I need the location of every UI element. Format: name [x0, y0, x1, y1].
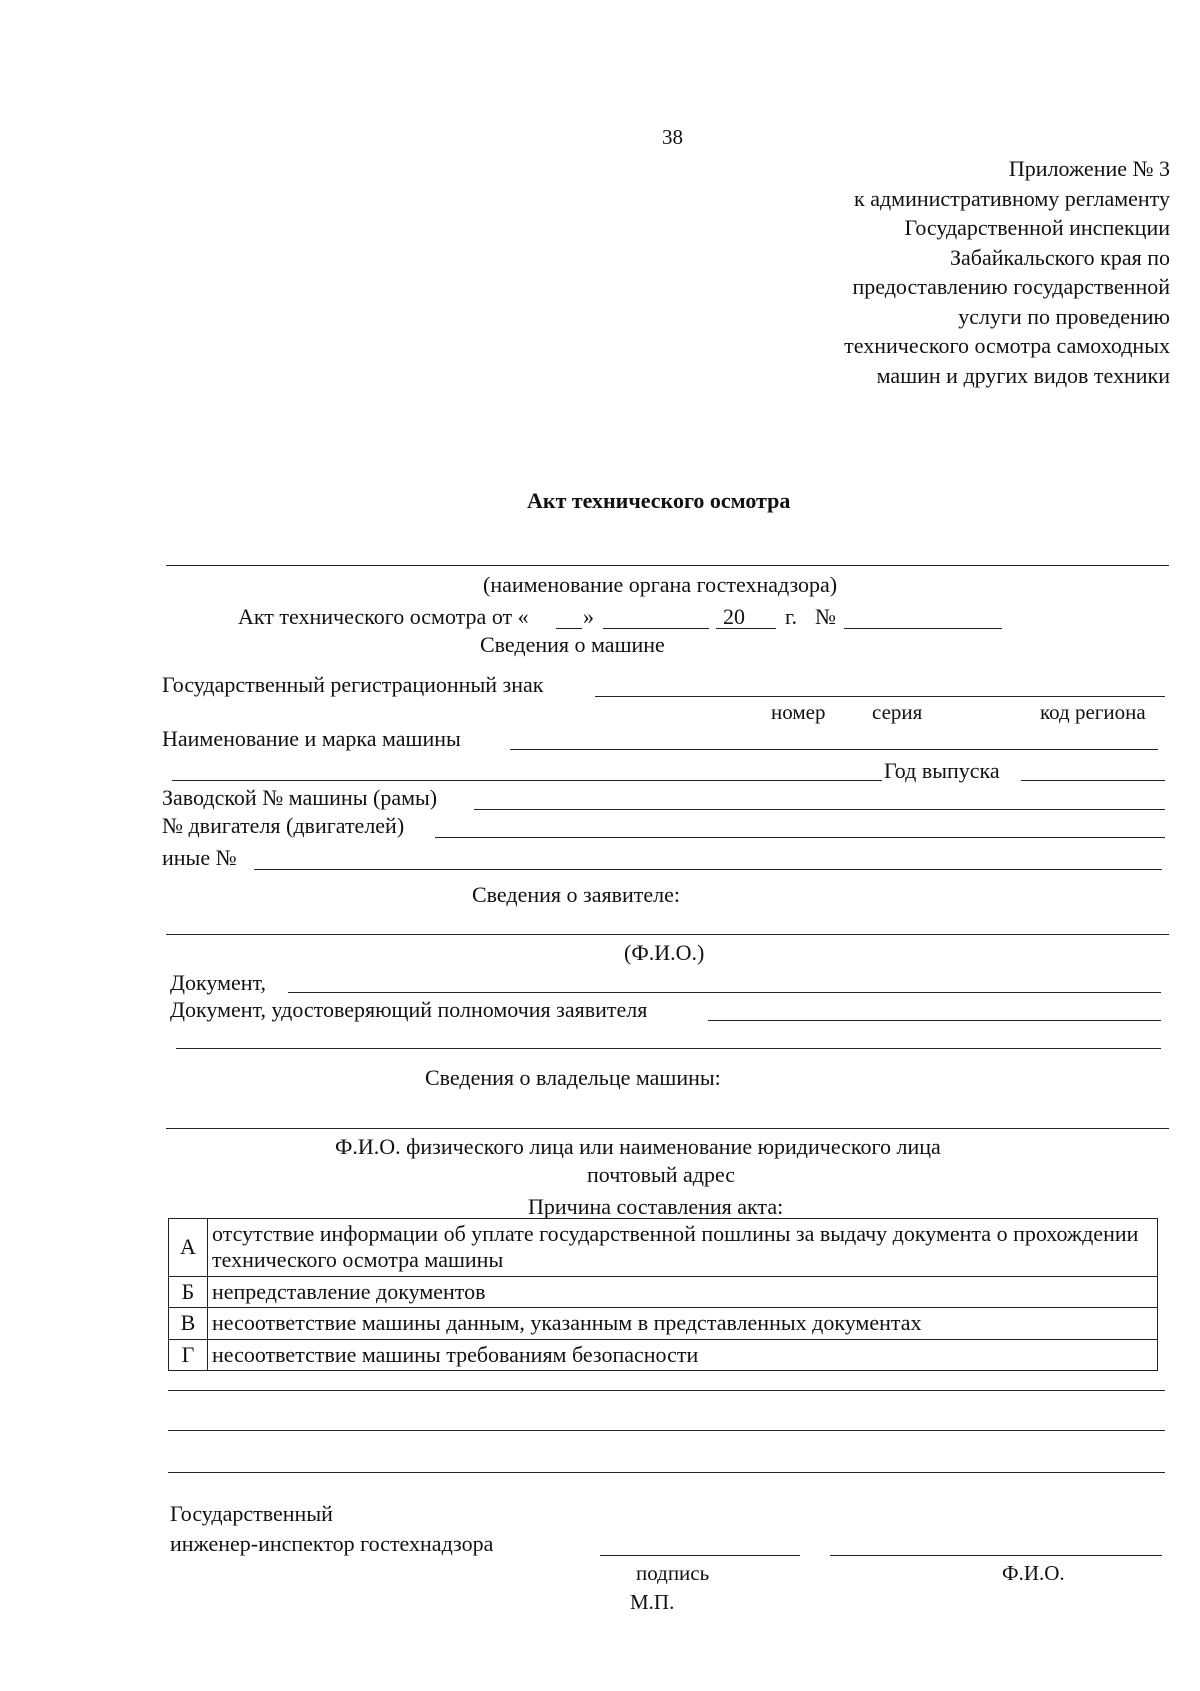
- factory-no-field[interactable]: [474, 809, 1165, 810]
- authority-caption: (наименование органа гостехнадзора): [483, 572, 838, 597]
- engine-no-field[interactable]: [435, 837, 1165, 838]
- act-year-prefix: 20: [723, 604, 745, 629]
- signature-field[interactable]: [600, 1555, 800, 1556]
- document-label: Документ,: [170, 970, 267, 995]
- page-number: 38: [662, 125, 683, 149]
- owner-name-field[interactable]: [166, 1128, 1169, 1129]
- name-brand-field[interactable]: [510, 749, 1158, 750]
- applicant-fio-field[interactable]: [166, 934, 1169, 935]
- appendix-line: к административному регламенту: [854, 185, 1170, 211]
- applicant-section-heading: Сведения о заявителе:: [472, 882, 681, 907]
- reason-row-a[interactable]: [169, 1219, 1158, 1277]
- signature-caption: подпись: [636, 1561, 710, 1585]
- reason-code: В: [169, 1308, 208, 1339]
- reg-sign-field[interactable]: [595, 696, 1165, 697]
- reg-sign-number-caption: номер: [771, 700, 826, 724]
- document-title: Акт технического осмотра: [527, 488, 791, 513]
- year-field[interactable]: [1021, 780, 1165, 781]
- engine-no-label: № двигателя (двигателей): [162, 813, 405, 838]
- notes-line-3[interactable]: [168, 1472, 1165, 1473]
- appendix-line: Приложение № 3: [1008, 156, 1170, 181]
- authority-doc-field-continued[interactable]: [176, 1048, 1161, 1049]
- other-no-label: иные №: [162, 845, 237, 870]
- reason-code: Г: [169, 1339, 208, 1370]
- appendix-line: предоставлению государственной: [852, 274, 1170, 299]
- authority-line[interactable]: [166, 565, 1169, 566]
- act-year-field[interactable]: [716, 628, 776, 629]
- act-number-label: №: [815, 604, 836, 629]
- owner-caption-address: почтовый адрес: [587, 1162, 736, 1187]
- reason-code: А: [169, 1219, 208, 1277]
- appendix-block: [844, 154, 1170, 390]
- owner-caption-name: Ф.И.О. физического лица или наименование юридического лица: [335, 1134, 941, 1159]
- inspector-role-line2: инженер-инспектор гостехнадзора: [170, 1531, 494, 1556]
- name-brand-field-continued[interactable]: [172, 780, 882, 781]
- reason-row-g[interactable]: [169, 1339, 1158, 1370]
- other-no-field[interactable]: [254, 869, 1162, 870]
- act-year-suffix: г.: [785, 604, 798, 629]
- appendix-line: услуги по проведению: [958, 303, 1170, 329]
- reason-row-v[interactable]: [169, 1308, 1158, 1339]
- applicant-fio-caption: (Ф.И.О.): [624, 940, 705, 965]
- reg-sign-series-caption: серия: [872, 700, 923, 724]
- inspector-role-line1: Государственный: [170, 1501, 333, 1526]
- owner-section-heading: Сведения о владельце машины:: [425, 1065, 721, 1090]
- reg-sign-label: Государственный регистрационный знак: [162, 672, 544, 697]
- factory-no-label: Заводской № машины (рамы): [162, 785, 438, 810]
- notes-line-1[interactable]: [168, 1390, 1165, 1391]
- inspector-fio-field[interactable]: [830, 1555, 1162, 1556]
- act-date-close-quote: »: [583, 604, 594, 629]
- notes-line-2[interactable]: [168, 1430, 1165, 1431]
- act-day-field[interactable]: [556, 628, 582, 629]
- reason-text: несоответствие машины требованиям безопасности: [208, 1339, 1158, 1370]
- reg-sign-region-caption: код региона: [1040, 700, 1146, 724]
- act-date-prefix: Акт технического осмотра от «: [238, 604, 529, 629]
- name-brand-label: Наименование и марка машины: [162, 726, 461, 751]
- appendix-line: технического осмотра самоходных: [844, 333, 1170, 358]
- inspector-fio-caption: Ф.И.О.: [1002, 1561, 1065, 1585]
- reason-text: непредставление документов: [208, 1276, 1158, 1307]
- appendix-line: Забайкальского края по: [950, 244, 1170, 270]
- appendix-line: Государственной инспекции: [904, 215, 1170, 240]
- stamp-label: М.П.: [630, 1590, 675, 1614]
- authority-doc-field[interactable]: [708, 1020, 1161, 1021]
- reason-text: отсутствие информации об уплате государственной пошлины за выдачу документа о прохождении технического осмотра машины: [208, 1219, 1158, 1277]
- authority-doc-label: Документ, удостоверяющий полномочия заявителя: [170, 997, 648, 1022]
- reasons-table: [168, 1218, 1158, 1371]
- reason-heading: Причина составления акта:: [528, 1194, 784, 1219]
- reason-row-b[interactable]: [169, 1276, 1158, 1307]
- reason-text: несоответствие машины данным, указанным в представленных документах: [208, 1308, 1158, 1339]
- document-field[interactable]: [288, 992, 1161, 993]
- act-month-field[interactable]: [603, 628, 709, 629]
- reason-code: Б: [169, 1276, 208, 1307]
- year-label: Год выпуска: [884, 758, 1000, 783]
- appendix-line: машин и других видов техники: [876, 362, 1170, 388]
- machine-section-heading: Сведения о машине: [480, 632, 665, 657]
- act-number-field[interactable]: [844, 628, 1002, 629]
